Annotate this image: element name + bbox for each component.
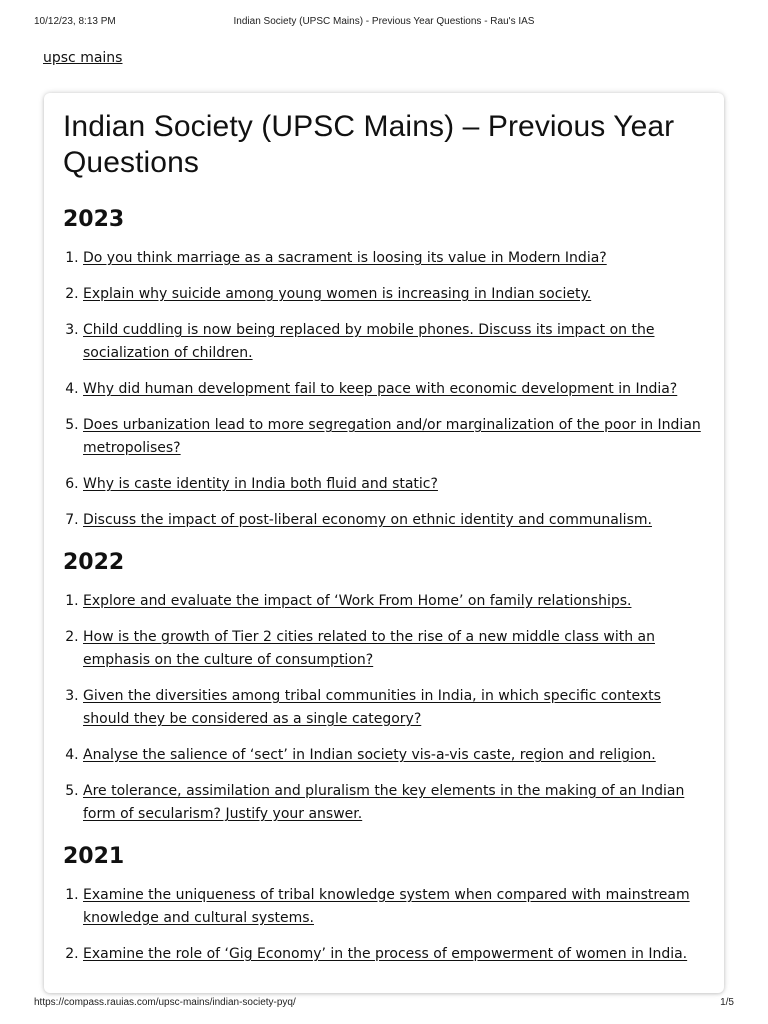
print-url: https://compass.rauias.com/upsc-mains/indian-society-pyq/ [34,997,296,1008]
page-number: 1/5 [720,997,734,1008]
list-item [83,626,704,672]
year-section-2021 [63,844,704,966]
question-link[interactable]: Do you think marriage as a sacrament is loosing its value in Modern India? [83,250,607,266]
print-footer [34,997,734,1011]
question-list [63,247,704,532]
list-item [83,247,704,270]
question-link[interactable]: Does urbanization lead to more segregation and/or marginalization of the poor in Indian metropolises? [83,417,701,456]
question-link[interactable]: How is the growth of Tier 2 cities related to the rise of a new middle class with an emphasis on the culture of consumption? [83,629,655,668]
year-section-2022 [63,550,704,826]
question-link[interactable]: Child cuddling is now being replaced by mobile phones. Discuss its impact on the socialization of children. [83,322,655,361]
article-card [44,93,724,993]
list-item [83,590,704,613]
question-link[interactable]: Analyse the salience of ‘sect’ in Indian society vis-a-vis caste, region and religion. [83,747,656,763]
question-link[interactable]: Examine the uniqueness of tribal knowledge system when compared with mainstream knowledge and cultural systems. [83,887,690,926]
list-item [83,473,704,496]
year-heading: 2023 [63,207,125,232]
question-link[interactable]: Given the diversities among tribal communities in India, in which specific contexts should they be considered as a single category? [83,688,661,727]
question-link[interactable]: Discuss the impact of post-liberal economy on ethnic identity and communalism. [83,512,652,528]
question-list [63,590,704,826]
question-link[interactable]: Why is caste identity in India both fluid and static? [83,476,438,492]
list-item [83,414,704,460]
list-item [83,780,704,826]
question-link[interactable]: Explain why suicide among young women is increasing in Indian society. [83,286,592,302]
list-item [83,744,704,767]
question-link[interactable]: Are tolerance, assimilation and pluralism the key elements in the making of an Indian form of secularism? Justify your answer. [83,783,685,822]
list-item [83,685,704,731]
question-link[interactable]: Why did human development fail to keep pace with economic development in India? [83,381,678,397]
print-document-title: Indian Society (UPSC Mains) - Previous Year Questions - Rau's IAS [233,16,535,27]
page-title: Indian Society (UPSC Mains) – Previous Year Questions [63,110,675,179]
list-item [83,943,704,966]
list-item [83,283,704,306]
print-header [34,16,734,30]
question-link[interactable]: Explore and evaluate the impact of ‘Work From Home’ on family relationships. [83,593,632,609]
year-heading: 2021 [63,844,125,869]
question-link[interactable]: Examine the role of ‘Gig Economy’ in the process of empowerment of women in India. [83,946,688,962]
year-section-2023 [63,207,704,532]
list-item [83,509,704,532]
list-item [83,319,704,365]
list-item [83,378,704,401]
year-heading: 2022 [63,550,125,575]
list-item [83,884,704,930]
breadcrumb-link-upsc-mains[interactable]: upsc mains [43,50,123,66]
question-list [63,884,704,966]
print-datetime: 10/12/23, 8:13 PM [34,16,116,27]
